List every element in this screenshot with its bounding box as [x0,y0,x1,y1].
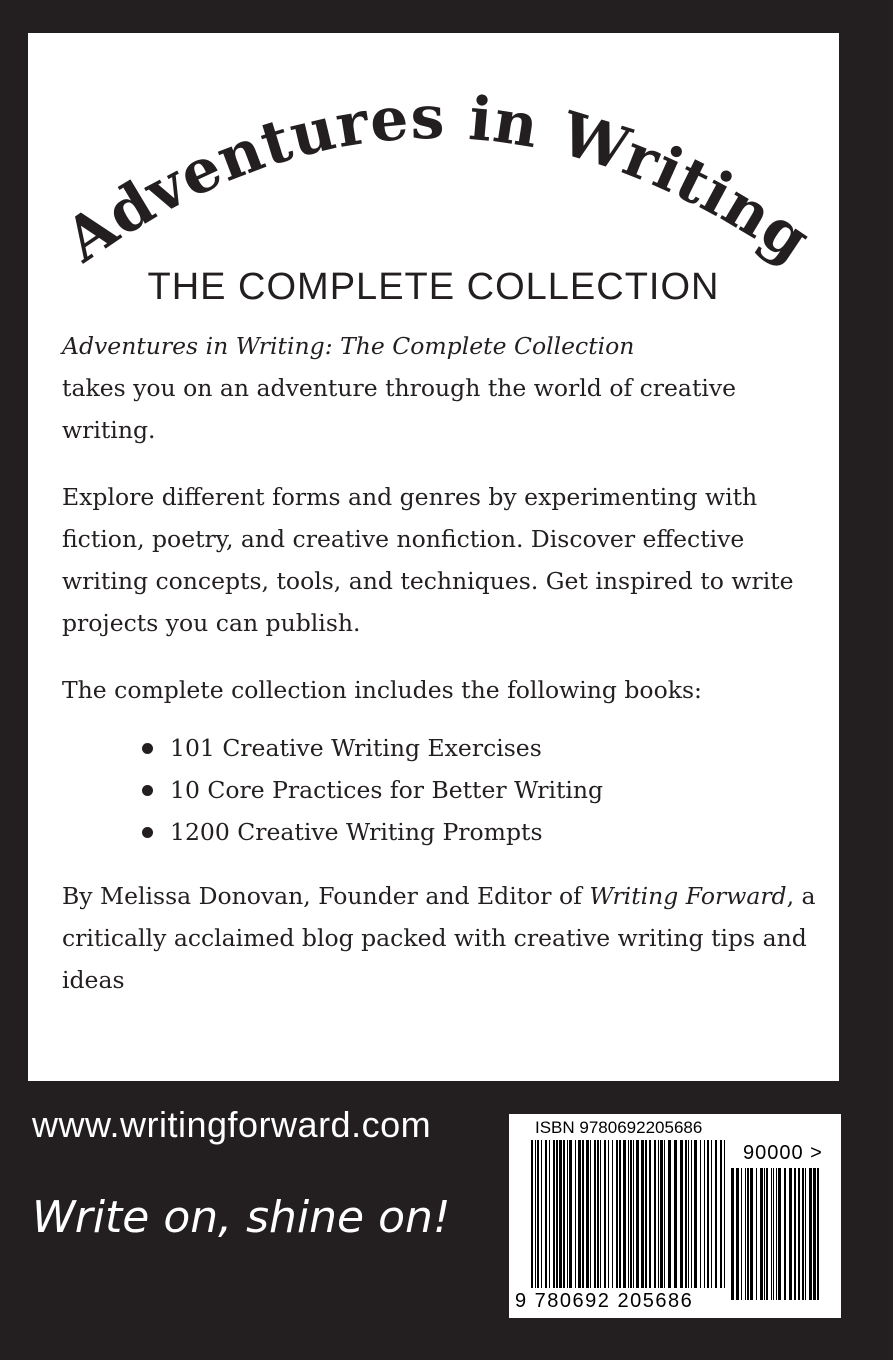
barcode-bar [664,1140,665,1288]
barcode-bar [704,1140,705,1288]
barcode-bar [553,1140,555,1288]
addon-bars [731,1168,823,1300]
intro-paragraph [62,325,822,451]
isbn-barcode [509,1114,841,1318]
barcode-bar [668,1140,671,1288]
barcode-bar [645,1140,647,1288]
barcode-bar [578,1140,581,1288]
barcode-bar [789,1168,792,1300]
book-title [28,33,839,293]
barcode-bar [590,1140,591,1288]
barcode-bar [628,1140,629,1288]
barcode-bar [545,1140,547,1288]
isbn-digits: 9 780692 205686 [515,1290,694,1312]
barcode-bar [535,1140,536,1288]
book-title-text: Adventures in Writing [52,82,823,277]
intro-rest: takes you on an adventure through the world of creative writing. [62,374,737,444]
barcode-bar [805,1168,806,1300]
barcode-bar [654,1140,656,1288]
barcode-bar [641,1140,644,1288]
book-subtitle: THE COMPLETE COLLECTION [147,266,720,308]
barcode-bar [567,1140,568,1288]
barcode-bar [575,1140,576,1288]
author-start: By Melissa Donovan, Founder and Editor of [62,882,582,910]
barcode-bar [541,1140,542,1288]
barcode-bar [736,1168,739,1300]
barcode-bar [794,1168,796,1300]
barcode-bar [660,1140,663,1288]
barcode-bar [556,1140,558,1288]
barcode-bar [649,1140,651,1288]
barcode-bar [619,1140,621,1288]
book-description [62,325,822,1026]
barcode-bar [798,1168,800,1300]
barcode-bar [691,1140,692,1288]
list-item [140,727,822,769]
barcode-bar [745,1168,746,1300]
barcode-bar [756,1168,757,1300]
barcode-bars [531,1140,727,1300]
barcode-bar [636,1140,639,1288]
author-rest: , a critically acclaimed blog packed with creative writing tips and ideas [62,882,816,994]
barcode-bar [700,1140,701,1288]
barcode-bar [531,1140,533,1288]
barcode-bar [582,1140,584,1288]
barcode-bar [680,1140,683,1288]
barcode-bar [608,1140,609,1288]
list-item [140,769,822,811]
barcode-bar [674,1140,677,1288]
barcode-bar [773,1168,774,1300]
barcode-bar [813,1168,816,1300]
bullet-icon [142,743,153,754]
barcode-bar [688,1140,689,1288]
barcode-bar [764,1168,765,1300]
barcode-bar [616,1140,618,1288]
book-list [62,727,822,853]
list-intro: The complete collection includes the following books: [62,676,702,704]
barcode-bar [750,1168,753,1300]
website-url: www.writingforward.com [32,1104,432,1145]
book-title-item: 101 Creative Writing Exercises [170,734,542,762]
isbn-label: ISBN 9780692205686 [535,1118,703,1137]
blog-name: Writing Forward [589,882,787,910]
barcode-bar [694,1140,697,1288]
barcode-bar [630,1140,632,1288]
barcode-bar [776,1168,777,1300]
bullet-icon [142,785,153,796]
barcode-bar [809,1168,812,1300]
barcode-bar [731,1168,734,1300]
list-item [140,811,822,853]
svg-text:Adventures in Writing [52,83,823,277]
barcode-bar [711,1140,712,1288]
barcode-bar [600,1140,601,1288]
barcode-bar [817,1168,819,1300]
intro-title: Adventures in Writing: The Complete Collection [62,332,635,360]
barcode-bar [563,1140,565,1288]
barcode-bar [715,1140,717,1288]
barcode-bar [720,1140,722,1288]
barcode-bar [623,1140,626,1288]
barcode-bar [741,1168,742,1300]
barcode-bar [633,1140,634,1288]
tagline: Write on, shine on! [32,1192,451,1243]
barcode-bar [724,1140,725,1288]
barcode-bar [747,1168,749,1300]
barcode-bar [537,1140,539,1288]
barcode-bar [760,1168,763,1300]
barcode-bar [586,1140,589,1288]
barcode-bar [766,1168,768,1300]
author-paragraph [62,875,822,1001]
barcode-bar [549,1140,550,1288]
barcode-bar [771,1168,772,1300]
barcode-bar [778,1168,781,1300]
bullet-icon [142,827,153,838]
barcode-bar [612,1140,613,1288]
barcode-bar [784,1168,786,1300]
book-title-item: 10 Core Practices for Better Writing [170,776,604,804]
barcode-bar [707,1140,709,1288]
price-addon: 90000 > [743,1142,823,1164]
barcode-bar [604,1140,606,1288]
barcode-bar [685,1140,687,1288]
description-panel [28,33,839,1081]
barcode-bar [802,1168,804,1300]
barcode-bar [559,1140,562,1288]
book-title-item: 1200 Creative Writing Prompts [170,818,543,846]
barcode-bar [569,1140,572,1288]
forms-paragraph: Explore different forms and genres by experimenting with fiction, poetry, and creative nonfiction. Discover effective writing concepts, tools, and techniques. Get inspired to write projects you can publish. [62,483,794,637]
barcode-bar [658,1140,659,1288]
barcode-bar [594,1140,596,1288]
barcode-bar [597,1140,599,1288]
